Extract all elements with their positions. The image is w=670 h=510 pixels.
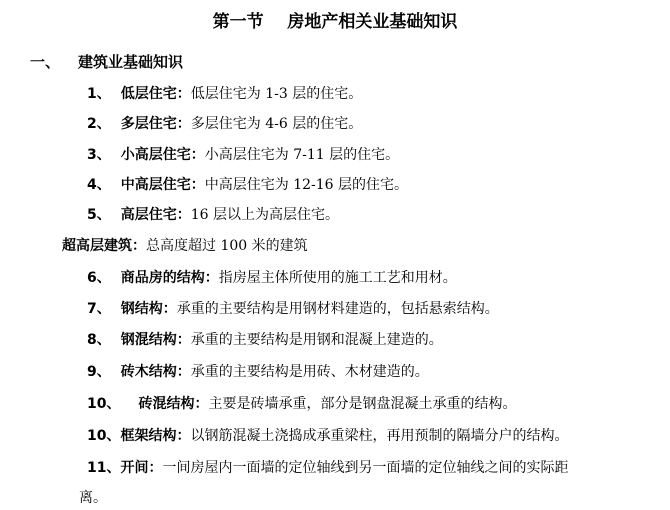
list-item — [87, 394, 516, 414]
item-number: 7、 — [87, 301, 111, 317]
item-term: 商品房的结构： — [120, 270, 219, 286]
item-number: 10、 — [87, 396, 121, 412]
item-number: 2、 — [87, 116, 111, 132]
item-description: 低层住宅为 1-3 层的住宅。 — [190, 86, 363, 102]
list-item — [87, 458, 568, 478]
item-description: 承重的主要结构是用砖、木材建造的。 — [190, 364, 429, 380]
list-item — [62, 236, 308, 256]
item-description: 一间房屋内一面墙的定位轴线到另一面墙的定位轴线之间的实际距 — [162, 460, 569, 476]
item-number: 6、 — [87, 270, 111, 286]
section-title: 建筑业基础知识 — [78, 53, 184, 71]
item-description: 主要是砖墙承重，部分是钢盘混凝土承重的结构。 — [208, 396, 517, 412]
item-term: 中高层住宅： — [120, 177, 205, 193]
item-number: 10、 — [87, 428, 121, 444]
item-number: 9、 — [87, 364, 111, 380]
list-item — [87, 114, 362, 134]
item-number: 5、 — [87, 207, 111, 223]
item-term: 钢混结构： — [120, 332, 191, 348]
item-description: 总高度超过 100 米的建筑 — [146, 238, 308, 254]
item-term: 砖混结构： — [138, 396, 209, 412]
item-description: 以钢筋混凝土浇捣成承重梁柱，再用预制的隔墙分户的结构。 — [190, 428, 569, 444]
list-item — [87, 299, 499, 319]
list-item — [87, 268, 457, 288]
list-item — [87, 205, 339, 225]
section-heading — [30, 52, 183, 72]
item-term: 小高层住宅： — [120, 147, 205, 163]
item-term: 钢结构： — [120, 301, 177, 317]
item-term: 框架结构： — [120, 428, 191, 444]
page-title: 第一节 房地产相关业基础知识 — [212, 12, 458, 32]
item-description: 中高层住宅为 12-16 层的住宅。 — [204, 177, 409, 193]
item-description: 承重的主要结构是用钢和混凝上建造的。 — [190, 332, 443, 348]
item-number: 4、 — [87, 177, 111, 193]
item-term: 高层住宅： — [120, 207, 191, 223]
item-description: 离。 — [79, 490, 107, 506]
item-description: 多层住宅为 4-6 层的住宅。 — [190, 116, 363, 132]
item-number: 8、 — [87, 332, 111, 348]
list-item — [87, 145, 399, 165]
item-term: 低层住宅： — [120, 86, 191, 102]
list-item — [87, 426, 568, 446]
list-item-continuation — [79, 488, 107, 508]
item-term: 多层住宅： — [120, 116, 191, 132]
item-number: 11、 — [87, 460, 121, 476]
list-item — [87, 175, 408, 195]
section-number: 一、 — [30, 53, 61, 71]
list-item — [87, 84, 362, 104]
list-item — [87, 330, 443, 350]
item-description: 指房屋主体所使用的施工工艺和用材。 — [218, 270, 457, 286]
item-term: 开间： — [120, 460, 163, 476]
list-item — [87, 362, 429, 382]
item-description: 小高层住宅为 7-11 层的住宅。 — [204, 147, 400, 163]
item-description: 承重的主要结构是用钢材料建造的，包括悬索结构。 — [176, 301, 499, 317]
item-number: 3、 — [87, 147, 111, 163]
item-term: 超高层建筑： — [62, 238, 146, 254]
item-term: 砖木结构： — [120, 364, 191, 380]
item-description: 16 层以上为高层住宅。 — [190, 207, 340, 223]
item-number: 1、 — [87, 86, 111, 102]
